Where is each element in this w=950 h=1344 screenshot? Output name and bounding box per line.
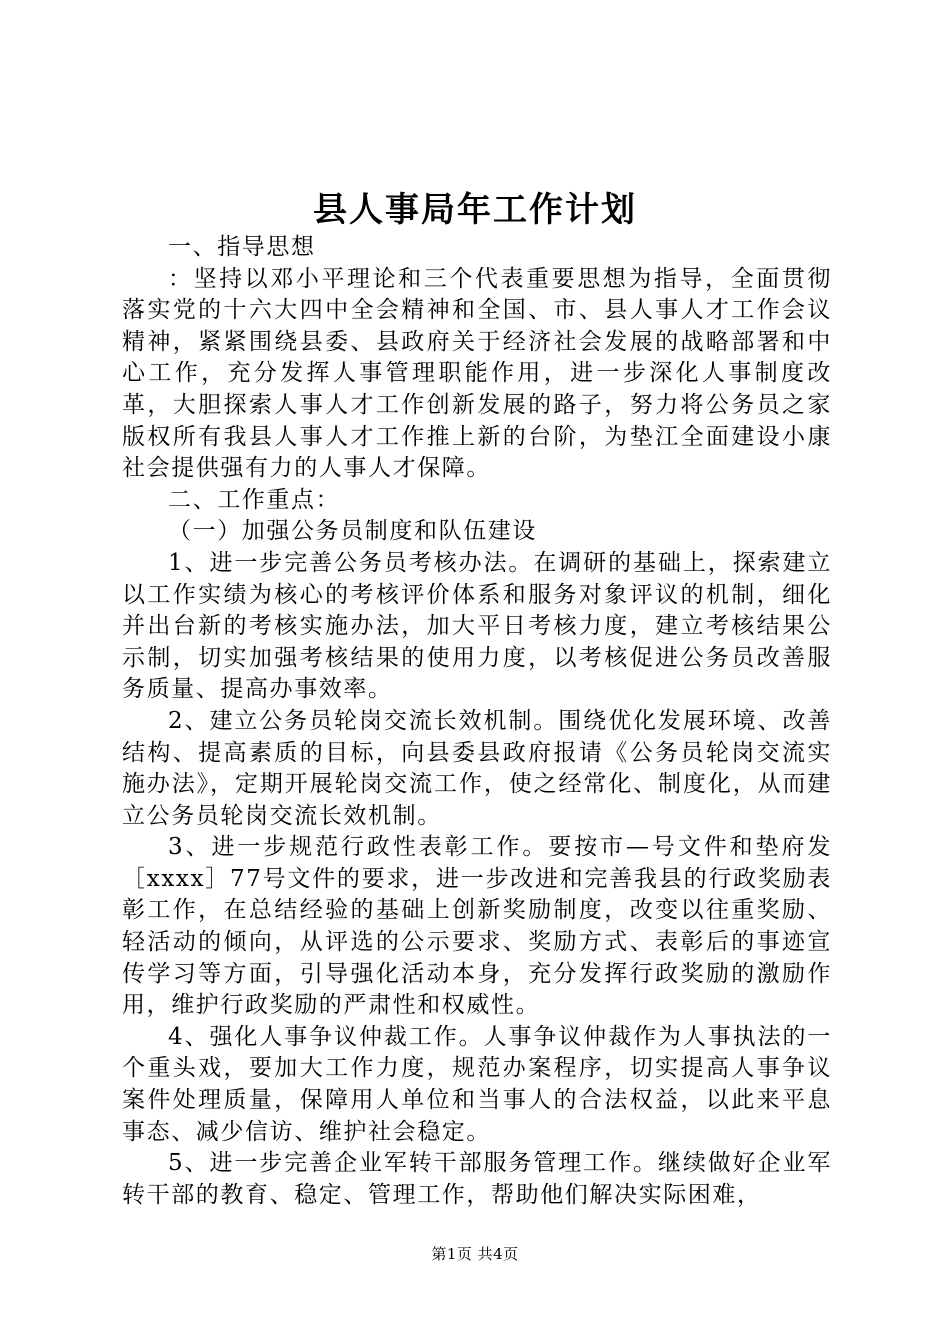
body-paragraph: ：坚持以邓小平理论和三个代表重要思想为指导，全面贯彻落实党的十六大四中全会精神和全国、市、县人事人才工作会议精神，紧紧围绕县委、县政府关于经济社会发展的战略部署和中心工作，充分发挥人事管理职能作用，进一步深化人事制度改革，大胆探索人事人才工作创新发展的路子，努力将公务员之家版权所有我县人事人才工作推上新的台阶，为垫江全面建设小康社会提供强有力的人事人才保障。 — [122, 265, 832, 482]
body-paragraph: 4、强化人事争议仲裁工作。人事争议仲裁作为人事执法的一个重头戏，要加大工作力度，规范办案程序，切实提高人事争议案件处理质量，保障用人单位和当事人的合法权益，以此来平息事态、减少信访、维护社会稳定。 — [122, 1023, 832, 1145]
document-body — [122, 232, 832, 1211]
section-heading: 二、工作重点： — [168, 486, 341, 513]
body-paragraph: 2、建立公务员轮岗交流长效机制。围绕优化发展环境、改善结构、提高素质的目标，向县委县政府报请《公务员轮岗交流实施办法》，定期开展轮岗交流工作，使之经常化、制度化，从而建立公务员轮岗交流长效机制。 — [122, 707, 832, 829]
page-number-footer: 第1页 共4页 — [431, 1245, 519, 1263]
section-heading: 一、指导思想 — [168, 234, 316, 260]
body-paragraph: 5、进一步完善企业军转干部服务管理工作。继续做好企业军转干部的教育、稳定、管理工作，帮助他们解决实际困难， — [122, 1150, 832, 1208]
document-title: 县人事局年工作计划 — [313, 190, 637, 230]
subsection-heading: （一）加强公务员制度和队伍建设 — [168, 518, 537, 545]
body-paragraph: 3、进一步规范行政性表彰工作。要按市—号文件和垫府发［xxxx］77号文件的要求，进一步改进和完善我县的行政奖励表彰工作，在总结经验的基础上创新奖励制度，改变以往重奖励、轻活动的倾向，从评选的公示要求、奖励方式、表彰后的事迹宣传学习等方面，引导强化活动本身，充分发挥行政奖励的激励作用，维护行政奖励的严肃性和权威性。 — [122, 834, 832, 1019]
body-paragraph: 1、进一步完善公务员考核办法。在调研的基础上，探索建立以工作实绩为核心的考核评价体系和服务对象评议的机制，细化并出台新的考核实施办法，加大平日考核力度，建立考核结果公示制，切实加强考核结果的使用力度，以考核促进公务员改善服务质量、提高办事效率。 — [122, 549, 832, 703]
